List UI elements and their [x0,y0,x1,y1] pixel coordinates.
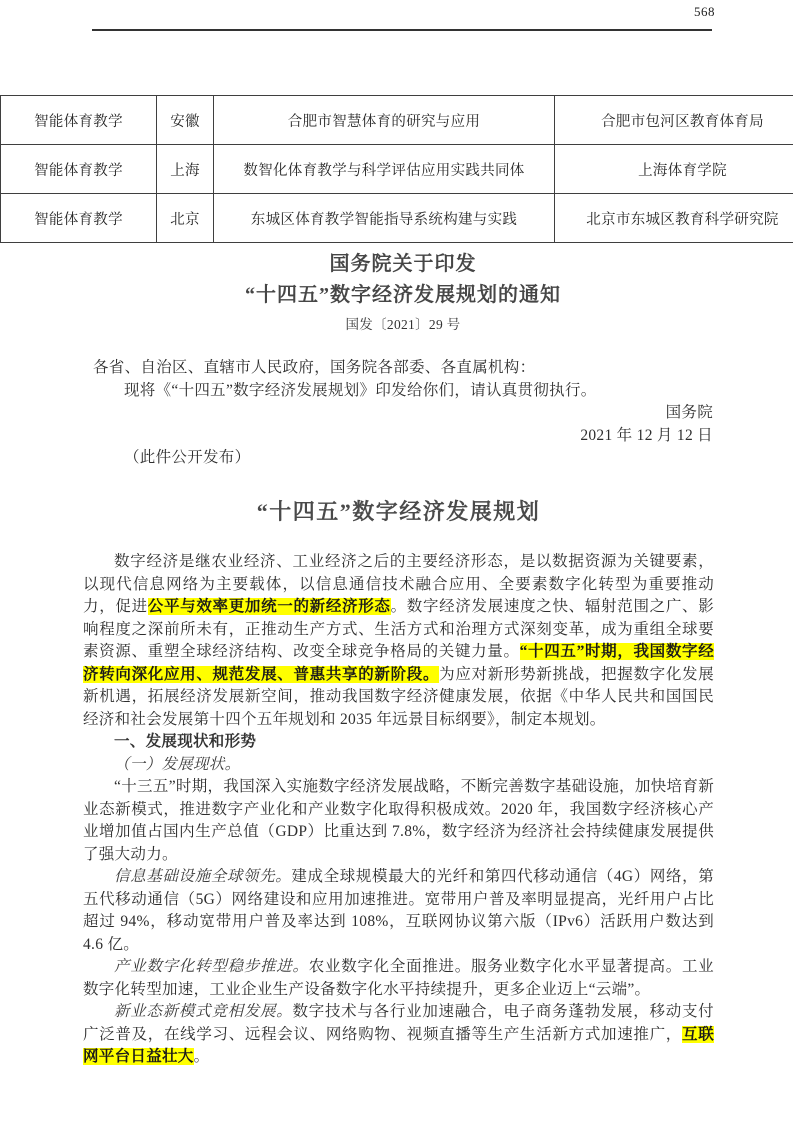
text-segment: 。数字经济发展速度之快、辐射范围之广、影响程度之深前所未有，正推动生产方式、生活方式和治理方式深刻变革，成为重组全球要素资源、重塑全球经济结构、改变全球竞争格局的关键力量。 [83,598,714,660]
plan-section [83,497,714,1069]
text-segment: 数字技术与各行业加速融合，电子商务蓬勃发展，移动支付广泛普及，在线学习、远程会议、网络购物、视频直播等生产生活新方式加速推广， [83,1003,714,1043]
text-segment: 为应对新形势新挑战，把握数字化发展新机遇，拓展经济发展新空间，推动我国数字经济健康发展，依据《中华人民共和国国民经济和社会发展第十四个五年规划和 2035 年远景目标纲要》，制定本规划。 [83,665,714,728]
highlighted-text: 互联网平台日益壮大 [83,1025,714,1065]
table-cell: 数智化体育教学与科学评估应用实践共同体 [214,145,555,194]
table-cell: 东城区体育教学智能指导系统构建与实践 [214,194,555,243]
text-segment: 信息基础设施全球领先。 [114,868,292,885]
text-segment: 数字经济是继农业经济、工业经济之后的主要经济形态，是以数据资源为关键要素，以现代信息网络为主要载体，以信息通信技术融合应用、全要素数字化转型为重要推动力，促进 [83,553,714,615]
section-heading [83,731,714,754]
table-row [1,96,793,145]
projects-table-body [1,96,793,243]
table-cell: 北京市东城区教育科学研究院 [555,194,793,243]
page-number: 568 [694,4,715,19]
table-cell: 北京 [157,194,214,243]
projects-table [0,95,793,243]
plan-title: “十四五”数字经济发展规划 [256,499,541,524]
table-cell: 合肥市智慧体育的研究与应用 [214,96,555,145]
text-segment: 。 [193,1048,210,1065]
table-cell: 智能体育教学 [1,96,157,145]
text-segment: （一）发展现状。 [114,755,241,773]
notice-section [93,249,713,470]
publish-note: （此件公开发布） [124,449,251,466]
table-row [1,145,793,194]
text-segment: 产业数字化转型稳步推进。 [114,958,309,975]
text-segment: “十三五”时期，我国深入实施数字经济发展战略，不断完善数字基础设施，加快培育新业态新模式，推进数字产业化和产业数字化取得积极成效。2020 年，我国数字经济核心产业增加值占国内生产总值（GDP）比重达到 7.8%，数字经济为经济社会持续健康发展提供了强大动力。 [83,778,714,863]
doc-number: 国发〔2021〕29 号 [345,317,461,332]
table-cell: 智能体育教学 [1,194,157,243]
table-cell: 智能体育教学 [1,145,157,194]
plan-paragraph [83,776,714,866]
signer: 国务院 [665,404,713,421]
text-segment: 新业态新模式竞相发展。 [114,1003,293,1020]
highlighted-text: “十四五”时期，我国数字经济转向深化应用、规范发展、普惠共享的新阶段。 [83,643,714,683]
plan-paragraph [83,1001,714,1069]
header-rule [92,29,712,31]
notice-title-line1: 国务院关于印发 [329,253,477,275]
table-cell: 安徽 [157,96,214,145]
text-segment: 建成全球规模最大的光纤和第四代移动通信（4G）网络，第五代移动通信（5G）网络建设和应用加速推进。宽带用户普及率明显提高，光纤用户占比超过 94%，移动宽带用户普及率达到 108%，互联网协议第六版（IPv6）活跃用户数达到 4.6 亿。 [83,868,714,953]
table-cell: 上海体育学院 [555,145,793,194]
notice-title-line2: “十四五”数字经济发展规划的通知 [245,284,561,306]
table-row [1,194,793,243]
text-segment: 农业数字化全面推进。服务业数字化水平显著提高。工业数字化转型加速，工业企业生产设备数字化水平持续提升，更多企业迈上“云端”。 [83,958,714,998]
table-cell: 合肥市包河区教育体育局 [555,96,793,145]
sign-date: 2021 年 12 月 12 日 [580,426,713,444]
text-segment: 一、发展现状和形势 [114,733,257,750]
plan-paragraph [83,551,714,731]
highlighted-text: 公平与效率更加统一的新经济形态 [147,598,391,615]
notice-body: 现将《“十四五”数字经济发展规划》印发给你们，请认真贯彻执行。 [124,381,597,399]
plan-paragraph [83,754,714,777]
plan-paragraph [83,956,714,1001]
salutation: 各省、自治区、直辖市人民政府，国务院各部委、各直属机构： [93,359,536,376]
table-cell: 上海 [157,145,214,194]
plan-paragraph [83,866,714,956]
plan-body [83,551,714,1069]
